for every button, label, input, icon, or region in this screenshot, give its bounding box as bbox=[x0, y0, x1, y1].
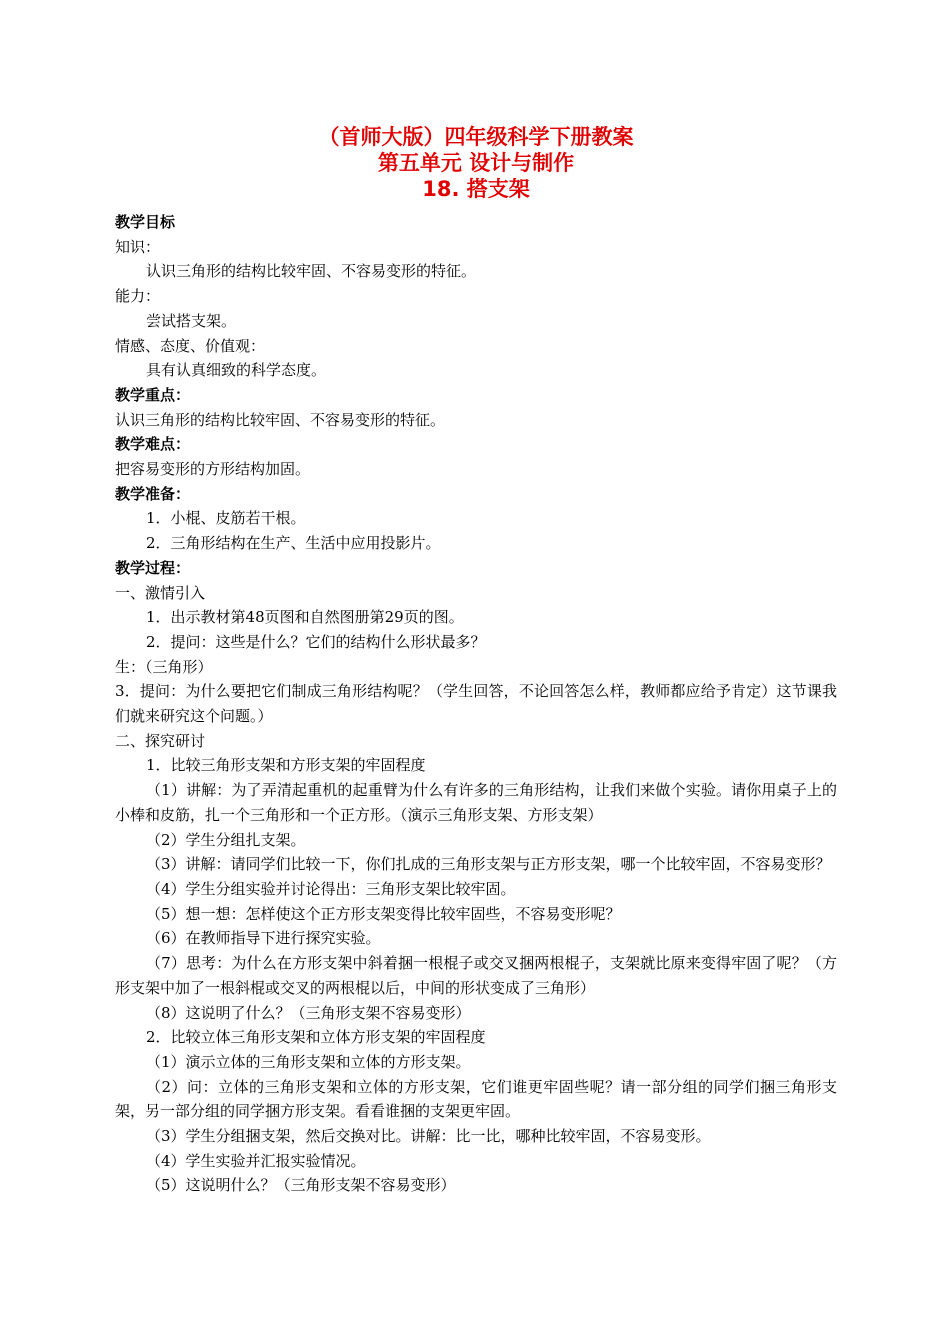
difficulty-text: 把容易变形的方形结构加固。 bbox=[115, 460, 311, 479]
section1-step: （7）思考：为什么在方形支架中斜着捆一根棍子或交叉捆两根棍子，支架就比原来变得牢固了呢？（方形支架中加了一根斜棍或交叉的两根棍以后，中间的形状变成了三角形） bbox=[115, 954, 837, 997]
ability-text: 尝试搭支架。 bbox=[146, 311, 237, 330]
section2-step: （4）学生实验并汇报实验情况。 bbox=[146, 1151, 366, 1170]
section1-step: （8）这说明了什么？（三角形支架不容易变形） bbox=[146, 1003, 471, 1022]
section2-step: （3）学生分组捆支架，然后交换对比。讲解：比一比，哪种比较牢固，不容易变形。 bbox=[146, 1127, 711, 1146]
section2-step: （5）这说明什么？（三角形支架不容易变形） bbox=[146, 1176, 456, 1195]
section1-step: （4）学生分组实验并讨论得出：三角形支架比较牢固。 bbox=[146, 879, 516, 898]
lesson-title: 18. 搭支架 bbox=[422, 177, 530, 201]
difficulty-heading: 教学难点： bbox=[115, 435, 191, 454]
preparation-item: 1．小棍、皮筋若干根。 bbox=[146, 509, 306, 528]
section2-step: （2）问：立体的三角形支架和立体的方形支架，它们谁更牢固些呢？请一部分组的同学们捆三角形支架，另一部分组的同学捆方形支架。看看谁捆的支架更牢固。 bbox=[115, 1077, 837, 1121]
part2-title: 二、探究研讨 bbox=[115, 731, 206, 750]
document-title: （首师大版）四年级科学下册教案 bbox=[318, 125, 634, 149]
knowledge-text: 认识三角形的结构比较牢固、不容易变形的特征。 bbox=[146, 262, 477, 281]
section1-step: （5）想一想：怎样使这个正方形支架变得比较牢固些，不容易变形呢？ bbox=[146, 904, 621, 923]
document-page bbox=[115, 124, 837, 1198]
objectives-heading: 教学目标 bbox=[115, 213, 176, 231]
part1-item: 1．出示教材第48页图和自然图册第29页的图。 bbox=[146, 608, 464, 627]
section1-title: 1．比较三角形支架和方形支架的牢固程度 bbox=[146, 756, 426, 775]
question-3: 3．提问：为什么要把它们制成三角形结构呢？（学生回答，不论回答怎么样，教师都应给予肯定）这节课我们就来研究这个问题。） bbox=[115, 682, 837, 726]
section2-title: 2．比较立体三角形支架和立体方形支架的牢固程度 bbox=[146, 1028, 486, 1047]
part1-item: 2．提问：这些是什么？它们的结构什么形状最多？ bbox=[146, 632, 486, 651]
emotion-text: 具有认真细致的科学态度。 bbox=[146, 361, 327, 380]
student-answer: 生：（三角形） bbox=[115, 657, 213, 676]
section1-step: （6）在教师指导下进行探究实验。 bbox=[146, 929, 381, 948]
key-point-heading: 教学重点： bbox=[115, 385, 191, 404]
key-point-text: 认识三角形的结构比较牢固、不容易变形的特征。 bbox=[115, 410, 446, 429]
part1-title: 一、激情引入 bbox=[115, 583, 206, 602]
unit-title: 第五单元 设计与制作 bbox=[377, 151, 575, 175]
section2-step: （1）演示立体的三角形支架和立体的方形支架。 bbox=[146, 1052, 471, 1071]
knowledge-label: 知识： bbox=[115, 237, 161, 256]
title-block bbox=[115, 124, 837, 202]
preparation-item: 2．三角形结构在生产、生活中应用投影片。 bbox=[146, 534, 441, 553]
section1-step: （1）讲解：为了弄清起重机的起重臂为什么有许多的三角形结构，让我们来做个实验。请你用桌子上的小棒和皮筋，扎一个三角形和一个正方形。（演示三角形支架、方形支架） bbox=[115, 781, 837, 824]
section1-step: （3）讲解：请同学们比较一下，你们扎成的三角形支架与正方形支架，哪一个比较牢固，不容易变形？ bbox=[146, 855, 831, 874]
ability-label: 能力： bbox=[115, 287, 161, 306]
preparation-heading: 教学准备： bbox=[115, 484, 191, 503]
document-body bbox=[115, 210, 837, 1198]
emotion-label: 情感、态度、价值观： bbox=[115, 336, 266, 355]
process-heading: 教学过程： bbox=[115, 558, 191, 577]
section1-step: （2）学生分组扎支架。 bbox=[146, 830, 306, 849]
